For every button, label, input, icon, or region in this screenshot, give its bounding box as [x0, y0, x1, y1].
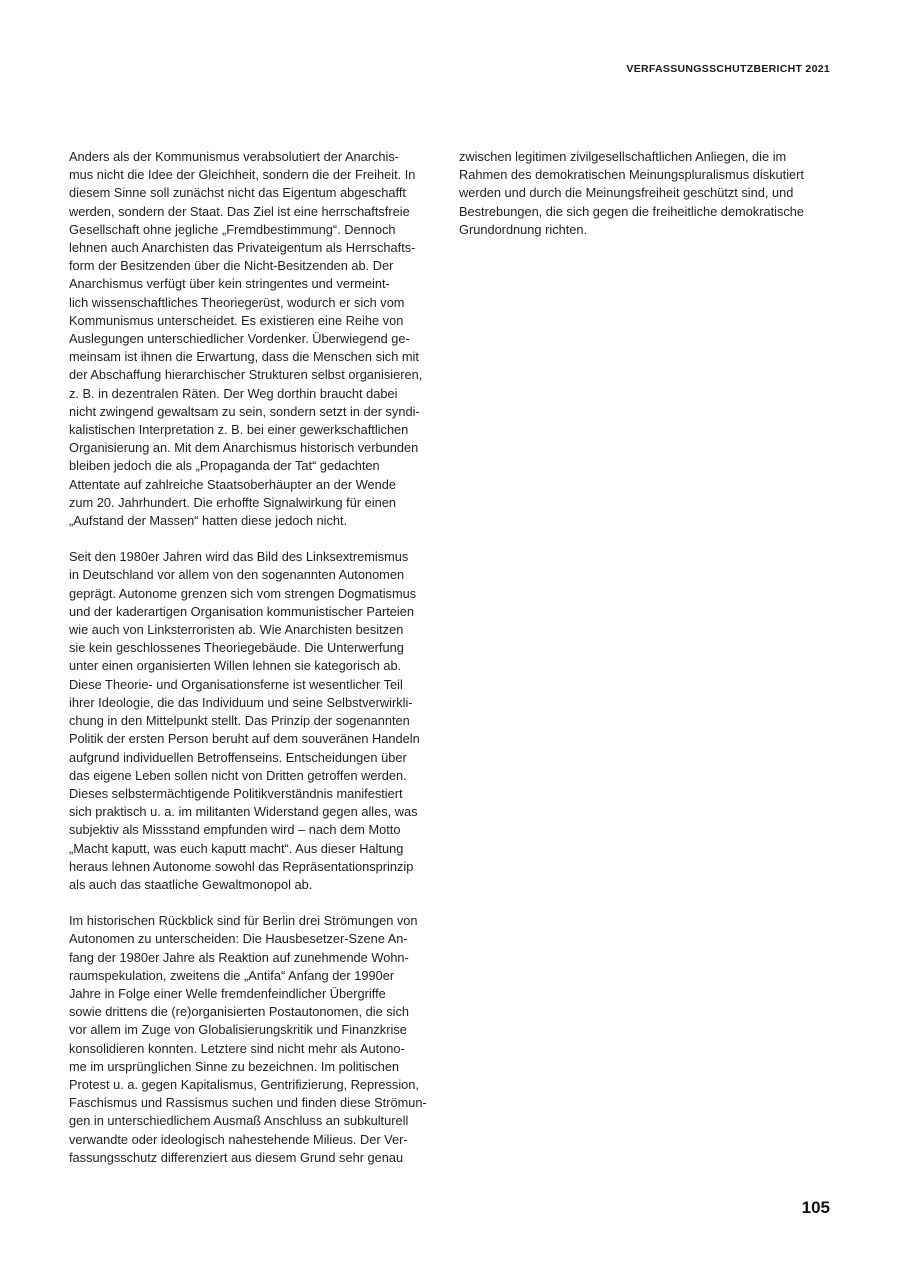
text-line: Organisierung an. Mit dem Anarchismus historisch verbunden	[69, 440, 419, 456]
right-text-column	[459, 148, 831, 257]
text-line: konsolidieren konnten. Letztere sind nicht mehr als Autono-	[69, 1040, 405, 1056]
text-line: fassungsschutz differenziert aus diesem Grund sehr genau	[69, 1149, 404, 1165]
text-line: sie kein geschlossenes Theoriegebäude. Die Unterwerfung	[69, 640, 404, 656]
body-paragraph	[69, 148, 441, 530]
text-line: werden und durch die Meinungsfreiheit geschützt sind, und	[459, 185, 794, 201]
running-header: VERFASSUNGSSCHUTZBERICHT 2021	[626, 63, 830, 75]
text-line: Kommunismus unterscheidet. Es existieren eine Reihe von	[69, 312, 404, 328]
text-line: chung in den Mittelpunkt stellt. Das Prinzip der sogenannten	[69, 713, 410, 729]
text-line: Dieses selbstermächtigende Politikverständnis manifestiert	[69, 785, 403, 801]
text-line: Protest u. a. gegen Kapitalismus, Gentrifizierung, Repression,	[69, 1076, 419, 1092]
text-line: „Macht kaputt, was euch kaputt macht“. Aus dieser Haltung	[69, 840, 404, 856]
text-line: aufgrund individuellen Betroffenseins. Entscheidungen über	[69, 749, 407, 765]
text-line: werden, sondern der Staat. Das Ziel ist eine herrschaftsfreie	[69, 203, 410, 219]
text-line: ihrer Ideologie, die das Individuum und seine Selbstverwirkli-	[69, 694, 413, 710]
page-number: 105	[801, 1198, 830, 1217]
text-line: zum 20. Jahrhundert. Die erhoffte Signalwirkung für einen	[69, 494, 396, 510]
text-line: form der Besitzenden über die Nicht-Besitzenden ab. Der	[69, 258, 394, 274]
text-line: Rahmen des demokratischen Meinungspluralismus diskutiert	[459, 167, 804, 183]
text-line: das eigene Leben sollen nicht von Dritten getroffen werden.	[69, 767, 407, 783]
text-line: und der kaderartigen Organisation kommunistischer Parteien	[69, 603, 414, 619]
text-line: Gesellschaft ohne jegliche „Fremdbestimmung“. Dennoch	[69, 221, 396, 237]
text-line: sowie drittens die (re)organisierten Postautonomen, die sich	[69, 1004, 410, 1020]
text-line: zwischen legitimen zivilgesellschaftlichen Anliegen, die im	[459, 149, 787, 164]
text-line: mus nicht die Idee der Gleichheit, sondern die der Freiheit. In	[69, 167, 416, 183]
text-line: geprägt. Autonome grenzen sich vom strengen Dogmatismus	[69, 585, 417, 601]
text-line: in Deutschland vor allem von den sogenannten Autonomen	[69, 567, 405, 583]
text-line: „Aufstand der Massen“ hatten diese jedoch nicht.	[69, 513, 348, 529]
text-line: me im ursprünglichen Sinne zu bezeichnen. Im politischen	[69, 1058, 400, 1074]
text-line: Politik der ersten Person beruht auf dem souveränen Handeln	[69, 731, 420, 747]
text-line: heraus lehnen Autonome sowohl das Repräsentationsprinzip	[69, 858, 414, 874]
body-paragraph	[459, 148, 831, 239]
text-line: Im historischen Rückblick sind für Berlin drei Strömungen von	[69, 913, 418, 929]
text-line: Attentate auf zahlreiche Staatsoberhäupter an der Wende	[69, 476, 397, 492]
text-line: sich praktisch u. a. im militanten Widerstand gegen alles, was	[69, 804, 418, 820]
text-line: vor allem im Zuge von Globalisierungskritik und Finanzkrise	[69, 1022, 407, 1038]
text-line: der Abschaffung hierarchischer Strukturen selbst organisieren,	[69, 367, 423, 383]
text-line: Autonomen zu unterscheiden: Die Hausbesetzer-Szene An-	[69, 931, 408, 947]
text-line: raumspekulation, zweitens die „Antifa“ Anfang der 1990er	[69, 967, 395, 983]
text-line: Faschismus und Rassismus suchen und finden diese Strömun-	[69, 1095, 427, 1111]
body-paragraph	[69, 912, 441, 1167]
text-line: Grundordnung richten.	[459, 221, 588, 237]
text-line: lich wissenschaftliches Theoriegerüst, wodurch er sich vom	[69, 294, 405, 310]
text-line: gen in unterschiedlichem Ausmaß Anschluss an subkulturell	[69, 1113, 409, 1129]
text-line: Auslegungen unterschiedlicher Vordenker. Überwiegend ge-	[69, 331, 410, 347]
text-line: subjektiv als Missstand empfunden wird – nach dem Motto	[69, 822, 401, 838]
text-line: Jahre in Folge einer Welle fremdenfeindlicher Übergriffe	[69, 985, 386, 1001]
text-line: kalistischen Interpretation z. B. bei einer gewerkschaftlichen	[69, 422, 409, 438]
text-line: verwandte oder ideologisch nahestehende Milieus. Der Ver-	[69, 1131, 408, 1147]
text-line: als auch das staatliche Gewaltmonopol ab.	[69, 876, 313, 892]
text-line: Bestrebungen, die sich gegen die freiheitliche demokratische	[459, 203, 805, 219]
text-line: Anarchismus verfügt über kein stringentes und vermeint-	[69, 276, 390, 292]
left-text-column	[69, 148, 441, 1185]
text-line: z. B. in dezentralen Räten. Der Weg dorthin braucht dabei	[69, 385, 398, 401]
text-line: nicht zwingend gewaltsam zu sein, sondern setzt in der syndi-	[69, 403, 420, 419]
body-paragraph	[69, 548, 441, 894]
text-line: unter einen organisierten Willen lehnen sie kategorisch ab.	[69, 658, 402, 674]
text-line: meinsam ist ihnen die Erwartung, dass die Menschen sich mit	[69, 349, 419, 365]
text-line: Diese Theorie- und Organisationsferne ist wesentlicher Teil	[69, 676, 403, 692]
text-line: Anders als der Kommunismus verabsolutiert der Anarchis-	[69, 149, 400, 164]
text-line: diesem Sinne soll zunächst nicht das Eigentum abgeschafft	[69, 185, 406, 201]
text-line: fang der 1980er Jahre als Reaktion auf zunehmende Wohn-	[69, 949, 409, 965]
text-line: bleiben jedoch die als „Propaganda der Tat“ gedachten	[69, 458, 380, 474]
text-line: wie auch von Linksterroristen ab. Wie Anarchisten besitzen	[69, 622, 404, 638]
text-line: Seit den 1980er Jahren wird das Bild des Linksextremismus	[69, 549, 409, 565]
text-line: lehnen auch Anarchisten das Privateigentum als Herrschafts-	[69, 240, 416, 256]
